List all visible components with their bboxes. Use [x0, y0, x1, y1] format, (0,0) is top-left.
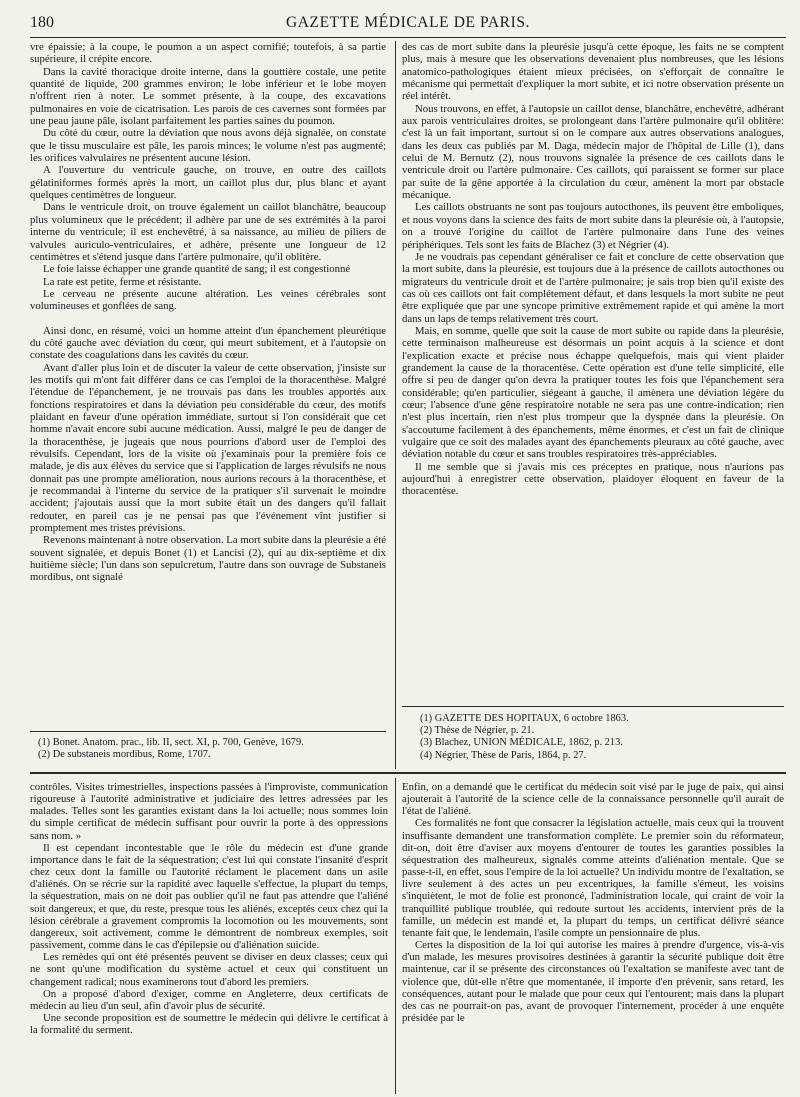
paragraph: Certes la disposition de la loi qui autorise les maires à prendre d'urgence, vis-à-vis d'un malade, les mesures provisoires destinées à garantir la sécurité publique doit être maintenue, car il se présente des circonstances où l'exaltation se manifeste avec tant de violence que, dût-elle n'être que momentanée, il importe d'en prévenir, sans retard, les conséquences, autant pour le malade que pour ceux qui l'entourent; mais dans la plupart des cas ne pourrait-on pas, avant de provoquer l'internement, procéder à une enquête présidée par le: [402, 939, 784, 1024]
paragraph: A l'ouverture du ventricule gauche, on trouve, en outre des caillots gélatiniformes formés après la mort, un caillot plus dur, plus blanc et ayant quelques centimètres de longueur.: [30, 164, 386, 202]
top-left-footnotes: [38, 737, 386, 761]
paragraph: Ainsi donc, en résumé, voici un homme atteint d'un épanchement pleurétique du côté gauche avec déviation du cœur, qui meurt subitement, et à l'autopsie on constate des coagulations dans les cavités du cœur.: [30, 324, 386, 362]
header-rule: [30, 37, 786, 38]
paragraph: Du côté du cœur, outre la déviation que nous avons déjà signalée, on constate que le tissu musculaire est pâle, les parois minces; le volume n'est pas augmenté; les orifices valvulaires ne présentent aucune lésion.: [30, 127, 386, 165]
footnote: (3) Blachez, UNION MÉDICALE, 1862, p. 213.: [420, 737, 623, 749]
paragraph: Ces formalités ne font que consacrer la législation actuelle, mais ceux qui la trouvent insuffisante demandent une transformation complète. Le premier soin du réformateur, dit-on, doit être d'aviser aux moyens d'entourer de toutes les garanties possibles la séquestration des malheureux, signalés comme atteints d'aliénation mentale. Que se passe-t-il, en effet, sous l'empire de la loi actuelle? Un individu montre de l'exaltation, se livre seulement à des actes un peu excentriques, la famille s'émeut, les voisins s'inquiètent, le mot de folie est prononcé, l'administration locale, qui craint de voir la tranquillité publique troublée, qui redoute surtout les accidents, intervient près de la famille, un médecin est mandé et, la plupart du temps, un certificat délivré séance tenante fait que, le lendemain, l'asile compte un pensionnaire de plus.: [402, 817, 784, 939]
paragraph: Dans la cavité thoracique droite interne, dans la gouttière costale, une petite quantité de liquide, 200 grammes environ; le lobe inférieur et le lobe moyen n'offrent rien à noter. Le sommet présente, à la coupe, des excavations pulmonaires en voie de cicatrisation. Les parois de ces cavernes sont formées par une peau jaune pâle, isolant parfaitement les parties saines du poumon.: [30, 65, 386, 128]
top-left-column: [30, 41, 386, 584]
paragraph: Enfin, on a demandé que le certificat du médecin soit visé par le juge de paix, qui ainsi ajouterait à l'autorité de la science celle de la connaissance personnelle qu'il aurait de l'état de l'aliéné.: [402, 781, 784, 818]
footnote: (2) De substaneis mordibus, Rome, 1707.: [38, 749, 211, 761]
paragraph: On a proposé d'abord d'exiger, comme en Angleterre, deux certificats de médecin au lieu d'un seul, afin d'avoir plus de sécurité.: [30, 987, 388, 1012]
bottom-left-column: [30, 781, 388, 1036]
page-header: [30, 14, 786, 36]
section-rule: [30, 772, 786, 774]
paragraph: Revenons maintenant à notre observation. La mort subite dans la pleurésie a été souvent signalée, et depuis Bonet (1) et Lancisi (2), qui au dix-septième et dix huitième siècle; l'un dans son sepulcretum, l'autre dans son ouvrage de Substaneis mordibus, ont signalé: [30, 534, 386, 584]
paragraph: Mais, en somme, quelle que soit la cause de mort subite ou rapide dans la pleurésie, cette terminaison malheureuse est désormais un point acquis à la science et dont l'explication exacte et précise nous échappe quelquefois, mais qui vient plaider grandement la cause de la thoracentèse. Cette opération est d'une telle simplicité, elle offre si peu de danger qu'on devra la pratiquer toutes les fois que l'épanchement sera considérable; qu'en particulier, siégeant à gauche, il amènera une déviation légère du cœur; l'absence d'une gêne respiratoire notable ne sera pas une contre-indication; rien n'est plus incertain, rien n'est plus trompeur que la dyspnée dans la pleurésie. On s'accoutume facilement à des épanchements, même énormes, et c'est un fait de clinique vulgaire que ce soit des malades ayant des épanchements pleuraux au côté gauche, avec déviation notable du cœur et sans troubles respiratoires très-appréciables.: [402, 324, 784, 461]
footnote: (1) GAZETTE DES HOPITAUX, 6 octobre 1863.: [420, 713, 629, 724]
paragraph: Il me semble que si j'avais mis ces préceptes en pratique, nous n'aurions pas aujourd'hui à enregistrer cette observation, plaidoyer éloquent en faveur de la thoracentèse.: [402, 460, 784, 498]
paragraph: Je ne voudrais pas cependant généraliser ce fait et conclure de cette observation que la mort subite, dans la pleurésie, est toujours due à la présence de caillots autocthones ou migrateurs du ventricule droit et de l'artère pulmonaire; je sais trop bien qu'il existe des cas où ces caillots ont fait complétement défaut, et dans lesquels la mort subite ne peut être expliquée que par une syncope primitive extrêmement rapide et qui amène la mort dans un laps de temps relativement très court.: [402, 250, 784, 325]
footnote: (4) Négrier, Thèse de Paris, 1864, p. 27.: [420, 749, 587, 761]
bottom-right-column: [402, 781, 784, 1024]
paragraph: contrôles. Visites trimestrielles, inspections passées à l'improviste, communication rigoureuse à l'autorité administrative et judiciaire des lettres adressées par les malades. Telles sont les garanties existant dans la loi actuelle; nous sommes loin du simple certificat de médecin suffisant pour ouvrir la porte à des oppressions sans nom. »: [30, 781, 388, 842]
paragraph: vre épaissie; à la coupe, le poumon a un aspect cornifié; toutefois, à sa partie supérieure, il crépite encore.: [30, 41, 386, 66]
paragraph: Le foie laisse échapper une grande quantité de sang; il est congestionné: [43, 263, 351, 276]
paragraph: des cas de mort subite dans la pleurésie jusqu'à cette époque, les faits ne se comptent plus, mais à mesure que les observations devenaient plus nombreuses, que les lésions anatomico-pathologiques étaient mieux précisées, on s'efforçait de connaître le mécanisme qui permettait d'expliquer la mort subite, et ici notre observation présente un réel intérêt.: [402, 41, 784, 103]
column-divider: [395, 778, 396, 1094]
paragraph: Avant d'aller plus loin et de discuter la valeur de cette observation, j'insiste sur les motifs qui m'ont fait différer dans ce cas l'emploi de la thoracenthèse. Malgré l'étendue de l'épanchement, je ne trouvais pas dans les troubles apportés aux fonctions respiratoires et dans la déviation peu considérable du cœur, des motifs plaidant en faveur d'une opération immédiate, surtout si l'on considérait que cet homme n'avait encore subi aucune médication. Aussi, malgré le peu de danger de la thoracenthèse, je jugeais que nous pourrions d'abord user de l'emploi des révulsifs. Cependant, lors de la visite où j'examinais pour la première fois ce malade, je dis aux élèves du service que si l'application de larges révulsifs ne nous donnait pas une prompte amélioration, nous aurions recours à la thoracenthèse, et je recommandai à l'interne du service de la pratiquer s'il survenait le moindre accident; j'ajoutais aussi que la mort subite était un des dangers qu'il fallait redouter, en pareil cas je ne pensai pas que l'événement vînt justifier si promptement mes tristes prévisions.: [30, 361, 386, 535]
footnote: (1) Bonet. Anatom. prac., lib. II, sect. XI, p. 700, Genève, 1679.: [38, 737, 304, 748]
journal-title: GAZETTE MÉDICALE DE PARIS.: [285, 14, 531, 31]
column-divider: [395, 41, 396, 769]
paragraph: Dans le ventricule droit, on trouve également un caillot blanchâtre, beaucoup plus volumineux que le précédent; il adhère par une de ses extrémités à la paroi interne du ventricule; il est enchevêtré, à sa naissance, au milieu de piliers de valvules auriculo-ventriculaires, et adhère, présente une longueur de 12 centimètres et s'étend jusque dans l'artère pulmonaire, qu'il oblitère.: [30, 201, 386, 263]
footnote-rule: [402, 706, 784, 707]
paragraph: Nous trouvons, en effet, à l'autopsie un caillot dense, blanchâtre, enchevêtré, adhérant aux parois ventriculaires droites, se prolongeant dans l'artère pulmonaire qu'il oblitère: c'est là un fait important, surtout si on le compare aux autres observations analogues, dans les deux cas publiés par M. Daga, médecin major de l'hôpital de Lille (1), dans celui de M. Bernutz (2), nous trouvons signalée la présence de ces caillots dans le ventricule droit ou l'artère pulmonaire. Ces caillots, qui paraissent se former sur place par suite de la gêne apportée à la circulation du cœur, amènent la mort par obstacle mécanique.: [402, 102, 784, 202]
top-right-footnotes: [420, 713, 784, 762]
page-number: 180: [30, 14, 54, 31]
paragraph: Le cerveau ne présente aucune altération. Les veines cérébrales sont volumineuses et gonflées de sang.: [30, 287, 386, 313]
paragraph: Une seconde proposition est de soumettre le médecin qui délivre le certificat à la formalité du serment.: [30, 1011, 388, 1037]
paragraph: La rate est petite, ferme et résistante.: [43, 275, 202, 288]
paragraph: Il est cependant incontestable que le rôle du médecin est d'une grande importance dans le fait de la séquestration; c'est lui qui constate l'insanité d'esprit chez ceux dont la famille ou l'autorité réclament le placement dans un asile d'aliénés. On se récrie sur la rapidité avec laquelle s'effectue, la plupart du temps, la séquestration, mais on ne doit pas oublier qu'il ne faut pas attendre que l'aliéné soit dangereux, et que, du reste, presque tous les aliénés, exceptés ceux chez qui la lésion cérébrale a gravement compromis la locomotion ou les mouvements, sont dangereux, soit activement, comme le démontrent de nombreux exemples, soit passivement, comme dans le cas d'épilepsie ou d'aliénation suicide.: [30, 841, 388, 952]
paragraph: Les remèdes qui ont été présentés peuvent se diviser en deux classes; ceux qui ne sont qu'une modification du système actuel et ceux qui constituent un changement radical; nous examinerons tout d'abord les premiers.: [30, 951, 388, 988]
footnote: (2) Thèse de Négrier, p. 21.: [420, 725, 535, 737]
top-right-column: [402, 41, 784, 498]
footnote-rule: [30, 731, 386, 732]
paragraph: Les caillots obstruants ne sont pas toujours autocthones, ils peuvent être emboliques, et nous voyons dans la science des faits de mort subite dans la pleurésie où, à l'autopsie, on a trouvé l'origine du caillot de l'artère pulmonaire dans l'une des veines périphériques. Tels sont les faits de Blachez (3) et Négrier (4).: [402, 201, 784, 251]
